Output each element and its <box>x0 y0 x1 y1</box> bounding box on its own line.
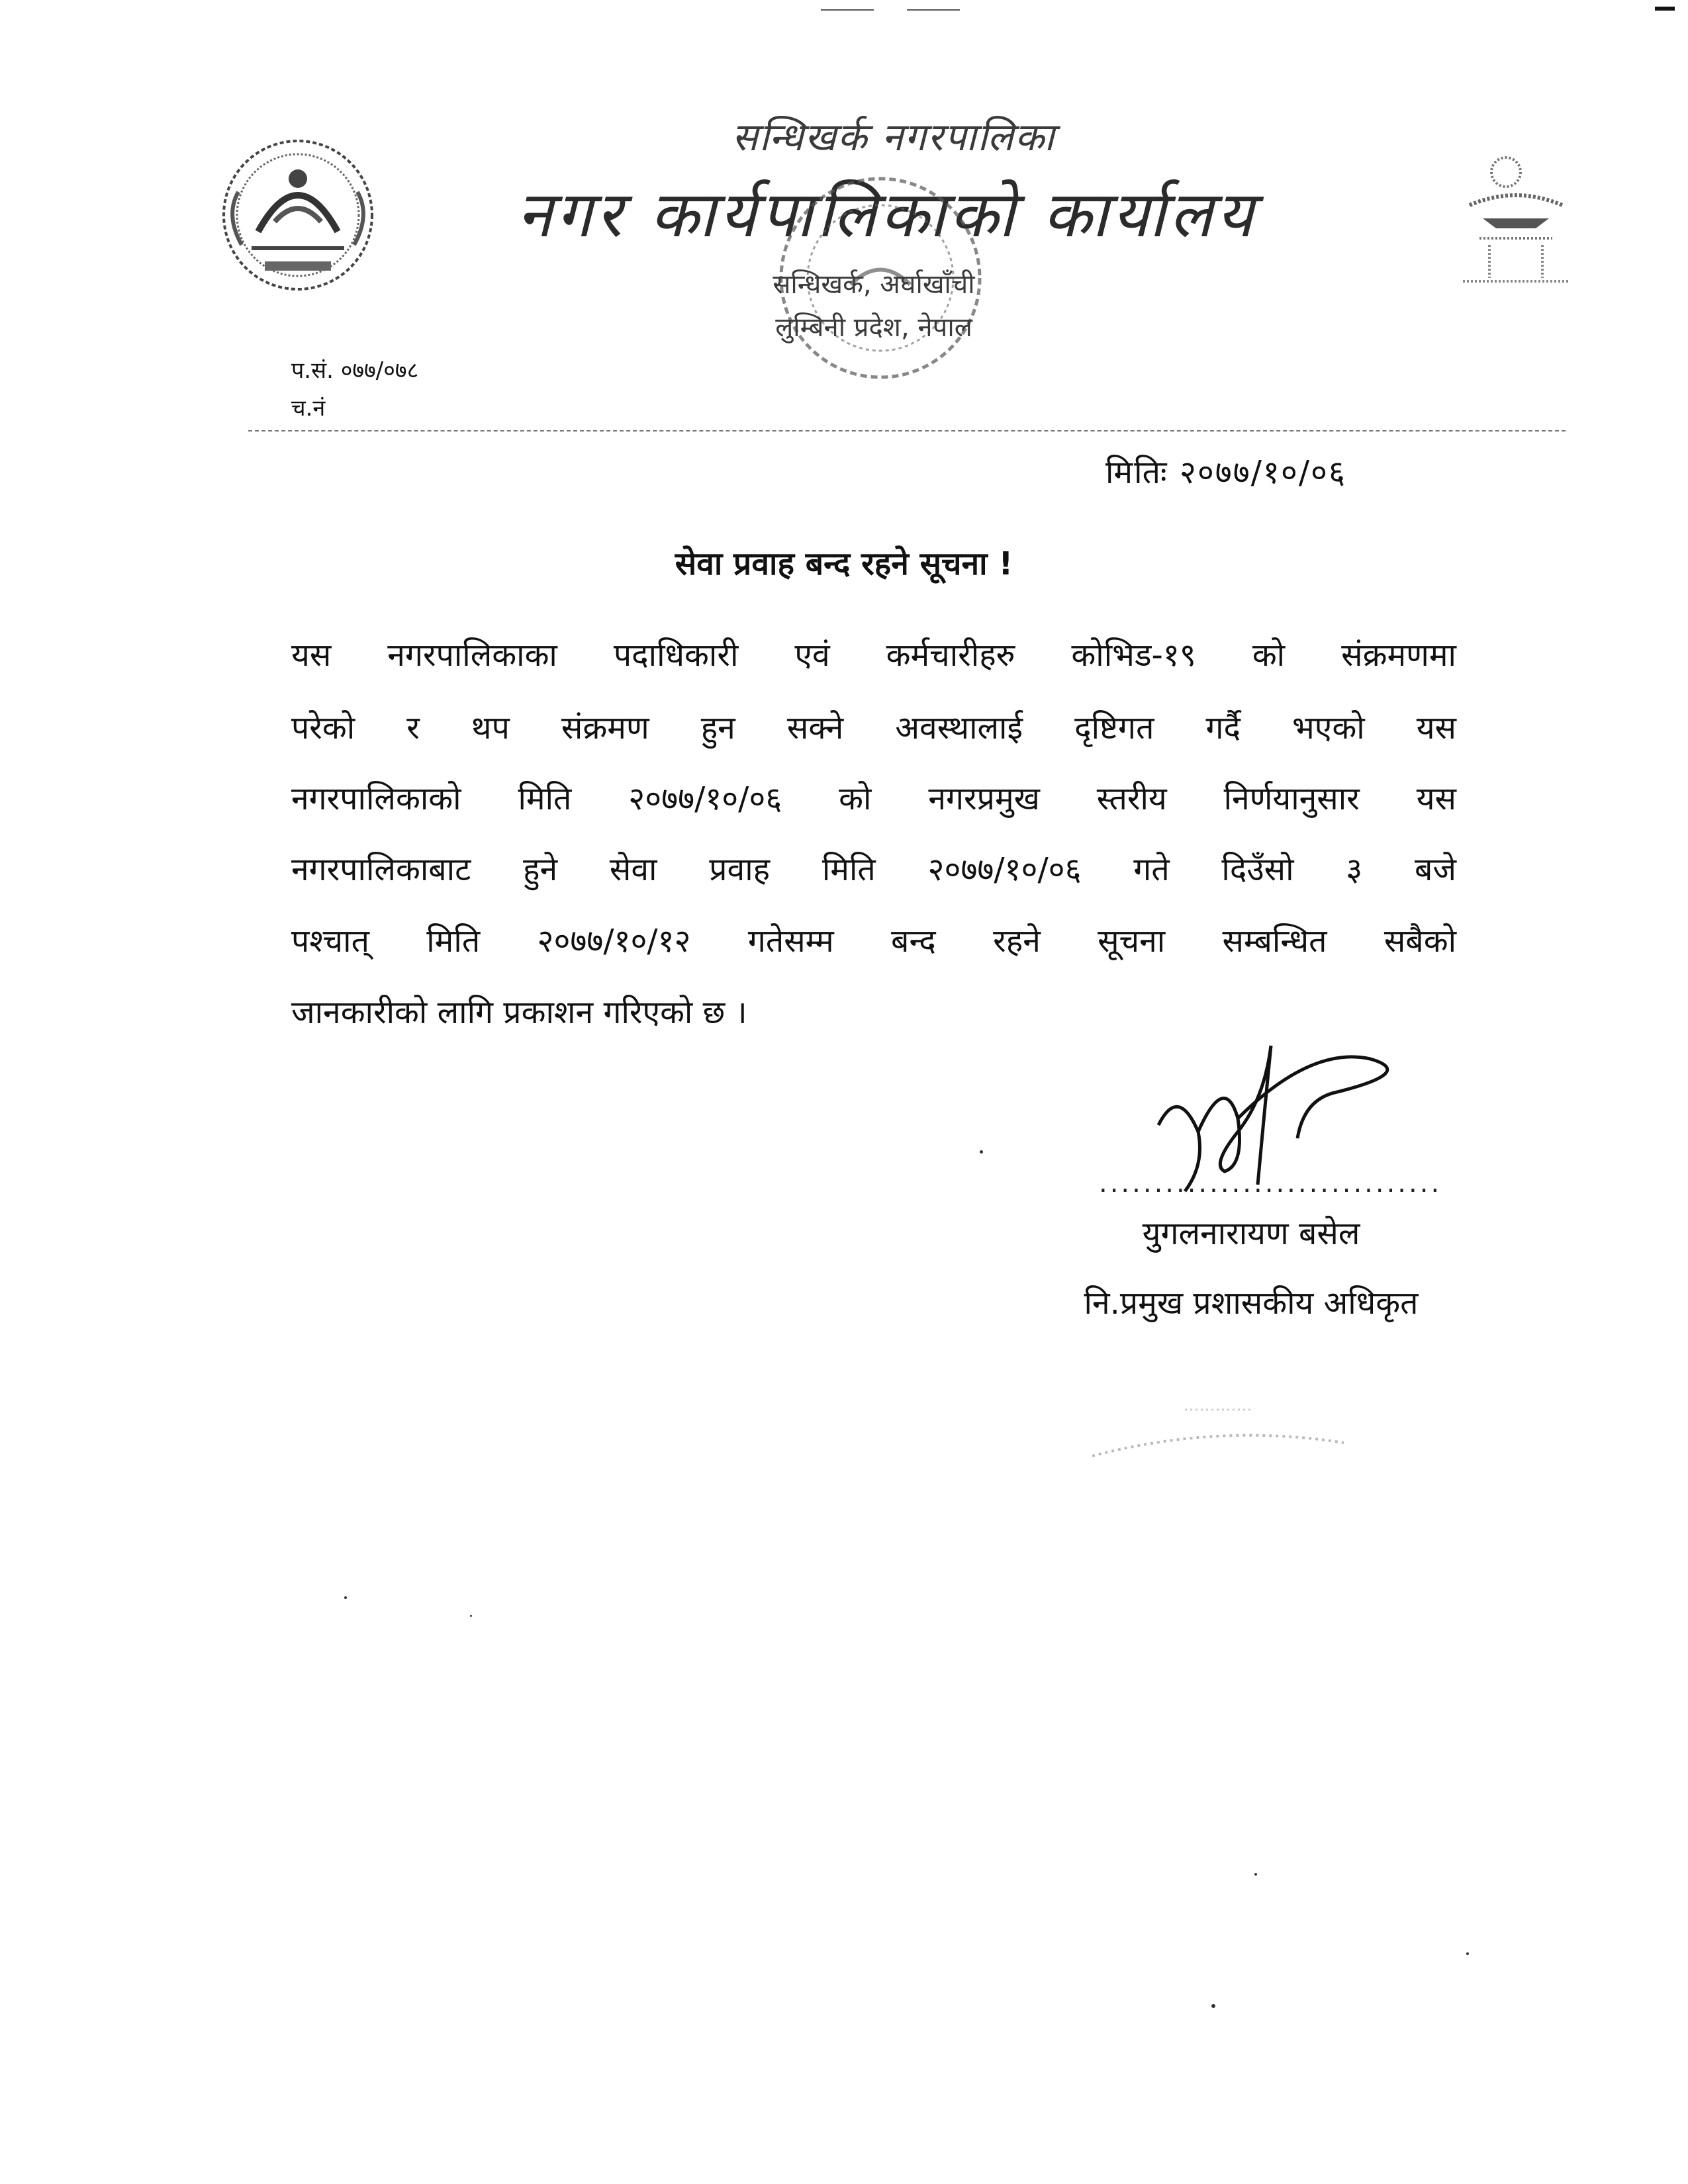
scan-artifact-line <box>821 9 874 11</box>
municipality-logo-icon <box>1443 146 1589 291</box>
scan-speck <box>980 1150 983 1154</box>
scan-speck <box>470 1615 472 1617</box>
notice-line: यस नगरपालिकाका पदाधिकारी एवं कर्मचारीहरु कोभिड-१९ को संक्रमणमा <box>291 637 1456 674</box>
scan-speck <box>1254 1873 1257 1876</box>
header-divider <box>248 430 1566 432</box>
scan-speck <box>1466 1952 1469 1955</box>
notice-title: सेवा प्रवाह बन्द रहने सूचना ! <box>675 545 1013 582</box>
address-line-1: सन्धिखर्क, अर्घाखाँची <box>773 269 975 300</box>
scan-artifact-line <box>907 9 960 11</box>
notice-date: मितिः २०७७/१०/०६ <box>1105 454 1346 491</box>
signatory-title: नि.प्रमुख प्रशासकीय अधिकृत <box>1084 1285 1419 1322</box>
scan-artifact-mark <box>1655 7 1675 11</box>
faint-stamp-icon <box>1086 1403 1350 1476</box>
notice-line: परेको र थप संक्रमण हुन सक्ने अवस्थालाई दृष्टिगत गर्दै भएको यस <box>291 709 1456 747</box>
signatory-name: युगलनारायण बसेल <box>1142 1215 1360 1252</box>
dispatch-number: च.नं <box>291 395 326 422</box>
notice-line: नगरपालिकाबाट हुने सेवा प्रवाह मिति २०७७/१०/०६ गते दिउँसो ३ बजे <box>291 851 1456 888</box>
address-line-2: लुम्बिनी प्रदेश, नेपाल <box>775 312 972 343</box>
notice-line: पश्चात् मिति २०७७/१०/१२ गतेसम्म बन्द रहने सूचना सम्बन्धित सबैको <box>291 923 1456 960</box>
scan-speck <box>1211 2004 1215 2008</box>
signature-line: ............................... <box>1099 1168 1442 1199</box>
notice-line: जानकारीको लागि प्रकाशन गरिएको छ । <box>291 994 747 1031</box>
notice-line: नगरपालिकाको मिति २०७७/१०/०६ को नगरप्रमुख स्तरीय निर्णयानुसार यस <box>291 780 1456 817</box>
reference-number: प.सं. ०७७/०७८ <box>291 357 419 384</box>
nepal-emblem-icon <box>212 132 384 298</box>
municipality-name: सन्धिखर्क नगरपालिका <box>731 114 1056 159</box>
office-title: नगर कार्यपालिकाको कार्यालय <box>516 177 1258 251</box>
scan-speck <box>344 1596 347 1599</box>
